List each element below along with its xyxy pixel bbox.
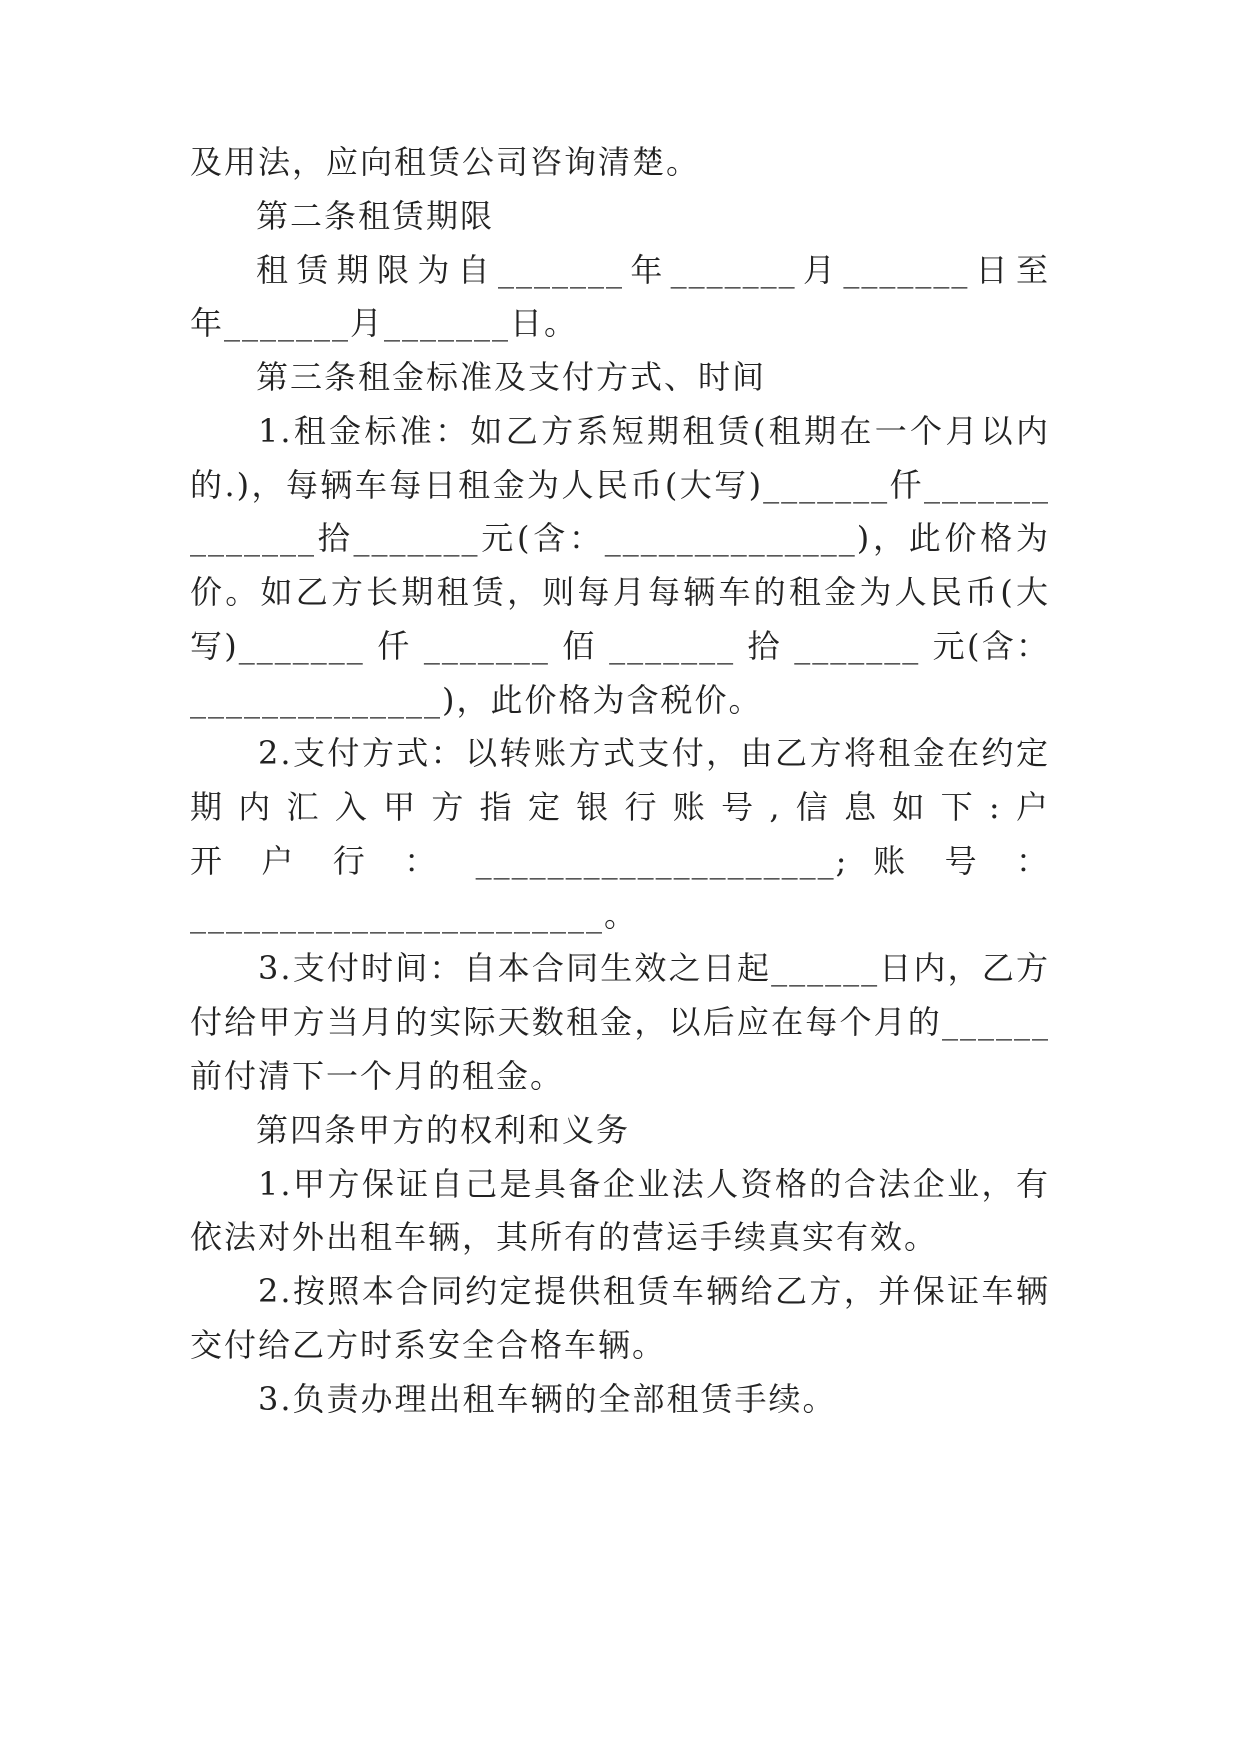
heading-article-4-party-a: 第四条甲方的权利和义务: [256, 1111, 631, 1149]
text-line-rent-standard: 1.租金标准：如乙方系短期租赁(租期在一个月以内: [258, 412, 1050, 450]
text-line-tax-included: ______________)，此价格为含税价。: [190, 681, 763, 719]
text-line-monthly-payment: 付给甲方当月的实际天数租金，以后应在每个月的______: [190, 1003, 1050, 1041]
text-line-lease-procedures: 3.负责办理出租车辆的全部租赁手续。: [258, 1380, 837, 1418]
text-line-safe-vehicles: 交付给乙方时系安全合格车辆。: [190, 1326, 667, 1364]
text-line-daily-rent: 的.)，每辆车每日租金为人民币(大写)_______仟_______: [190, 466, 1050, 504]
text-line-provide-vehicles: 2.按照本合同约定提供租赁车辆给乙方，并保证车辆: [258, 1272, 1050, 1310]
text-line-bank-and-number: 开 户 行 ： ____________________; 账 号 ：: [190, 842, 1050, 880]
text-line-bank-account-name: 期内汇入甲方指定银行账号,信息如下:户: [190, 788, 1050, 826]
text-line-payment-method: 2.支付方式：以转账方式支付，由乙方将租金在约定: [258, 734, 1050, 772]
text-line-party-a-qualification: 1.甲方保证自己是具备企业法人资格的合法企业，有: [258, 1165, 1050, 1203]
heading-article-2-lease-term: 第二条租赁期限: [256, 197, 495, 235]
text-line-next-month-rent: 前付清下一个月的租金。: [190, 1057, 565, 1095]
text-line-daily-rent-amount: _______拾_______元(含：______________)，此价格为: [190, 519, 1050, 557]
text-line-account-number-blank: _______________________。: [190, 896, 639, 934]
heading-article-3-rent: 第三条租金标准及支付方式、时间: [256, 358, 767, 396]
text-line-lease-period-start: 租赁期限为自_______年_______月_______日至: [256, 251, 1050, 289]
text-line-payment-time: 3.支付时间：自本合同生效之日起______日内，乙方: [258, 949, 1050, 987]
text-line-usage-consult: 及用法，应向租赁公司咨询清楚。: [190, 143, 701, 181]
text-line-long-term-rent: 价。如乙方长期租赁，则每月每辆车的租金为人民币(大: [190, 573, 1050, 611]
text-line-party-a-license: 依法对外出租车辆，其所有的营运手续真实有效。: [190, 1218, 939, 1256]
text-line-long-term-rent-amount: 写)_______ 仟 _______ 佰 _______ 拾 _______ 元(含：: [190, 627, 1050, 665]
text-line-lease-period-end: 年_______月_______日。: [190, 304, 579, 342]
